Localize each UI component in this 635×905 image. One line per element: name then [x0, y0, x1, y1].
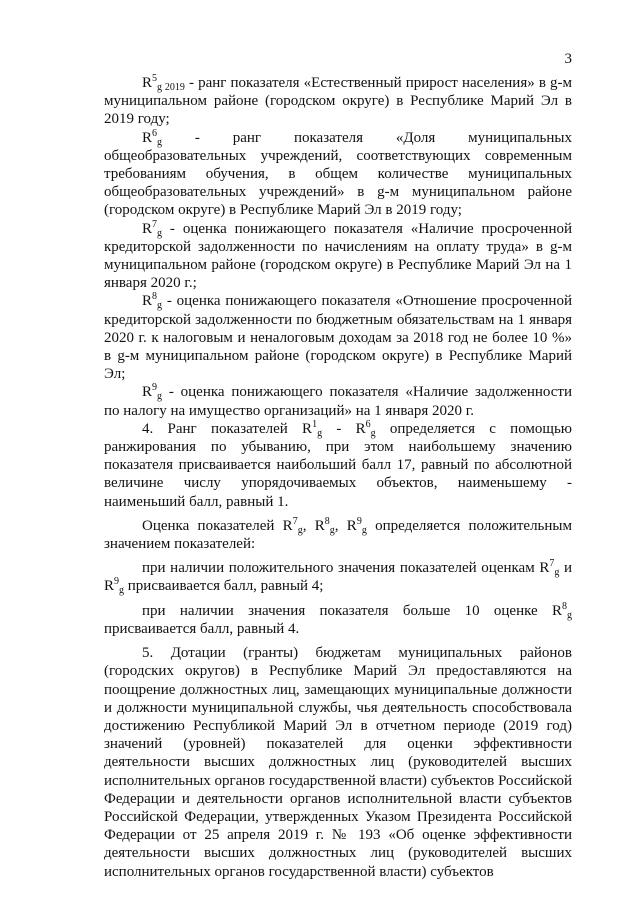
superscript: 7: [152, 218, 158, 230]
superscript: 8: [324, 515, 330, 527]
text-run: R: [142, 129, 153, 146]
paragraph: [104, 74, 572, 129]
text-run: R: [142, 384, 153, 401]
superscript: 1: [312, 418, 318, 430]
text-run: 4. Ранг показателей R: [142, 420, 313, 437]
subscript: g: [567, 609, 572, 621]
paragraph: [104, 517, 572, 553]
text-run: - R: [322, 420, 366, 437]
superscript: 7: [549, 558, 555, 570]
text-run: при наличии положительного значения показателей оценкам R: [142, 560, 550, 577]
subscript: g: [157, 227, 163, 239]
paragraph: [104, 644, 572, 881]
subscript: g: [329, 524, 335, 536]
paragraph: [104, 383, 572, 419]
subscript: g: [157, 391, 163, 403]
superscript: 6: [152, 127, 158, 139]
text-run: определяется с помощью ранжирования по убыванию, при этом наибольшему значению показателя присваивается наибольший балл 17, равный по абсолютной величине числу упорядочиваемых объектов, наименьшему - наименьший балл, равный 1.: [104, 420, 572, 510]
subscript: g: [157, 136, 163, 148]
paragraph: [104, 420, 572, 511]
text-run: 5. Дотации (гранты) бюджетам муниципальных районов (городских округов) в Республике Марий Эл предоставляются на поощрение должностных лиц, замещающих муниципальные должности и должности муниципальной службы, чья деятельность способствовала достижению Республикой Марий Эл в отчетном периоде (2019 год) значений (уровней) показателей для оценки эффективности деятельности высших должностных лиц (руководителей высших исполнительных органов государственной власти) субъектов Российской Федерации и деятельности органов исполнительной власти субъектов Российской Федерации, утвержденных Указом Президента Российской Федерации от 25 апреля 2019 г. № 193 «Об оценке эффективности деятельности высших должностных лиц (руководителей высших исполнительных органов государственной власти) субъектов: [104, 645, 572, 880]
document-body: [104, 74, 572, 881]
text-run: присваивается балл, равный 4;: [124, 578, 324, 595]
text-run: - оценка понижающего показателя «Отношение просроченной кредиторской задолженности по бюджетным обязательствам на 1 января 2020 г. к налоговым и неналоговым доходам за 2018 год не более 10 %» в g-м муниципальном районе (городском округе) в Республике Марий Эл;: [104, 293, 572, 383]
paragraph: [104, 559, 572, 595]
paragraph: [104, 129, 572, 220]
paragraph: [104, 602, 572, 638]
text-run: , R: [302, 517, 325, 534]
superscript: 8: [152, 291, 158, 303]
text-run: R: [142, 75, 153, 91]
text-run: - оценка понижающего показателя «Наличие просроченной кредиторской задолженности по начислениям на оплату труда» в g-м муниципальном районе (городском округе) в Республике Марий Эл на 1 января 2020 г.;: [104, 220, 572, 292]
text-run: присваивается балл, равный 4.: [104, 620, 300, 637]
superscript: 9: [356, 515, 362, 527]
page-number: 3: [564, 51, 572, 67]
subscript: g: [297, 524, 303, 536]
subscript: g: [370, 427, 376, 439]
subscript: g: [317, 427, 323, 439]
text-run: - оценка понижающего показателя «Наличие задолженности по налогу на имущество организаций» на 1 января 2020 г.: [104, 384, 572, 419]
text-run: Оценка показателей R: [142, 517, 293, 534]
text-run: , R: [334, 517, 357, 534]
text-run: и R: [104, 560, 572, 595]
text-run: R: [142, 220, 153, 237]
text-run: при наличии значения показателя больше 10 оценке R: [142, 602, 562, 619]
text-run: - ранг показателя «Естественный прирост населения» в g-м муниципальном районе (городском округе) в Республике Марий Эл в 2019 году;: [104, 75, 573, 128]
superscript: 7: [292, 515, 298, 527]
subscript: g: [361, 524, 367, 536]
subscript: g 2019: [157, 82, 185, 93]
superscript: 9: [152, 382, 158, 394]
superscript: 8: [562, 600, 567, 612]
superscript: 5: [152, 73, 158, 84]
paragraph: [104, 220, 572, 293]
subscript: g: [119, 585, 125, 597]
text-run: R: [142, 293, 153, 310]
text-run: - ранг показателя «Доля муниципальных общеобразовательных учреждений, соответствующих современным требованиям обучения, в общем количестве муниципальных общеобразовательных учреждений» в g-м муниципальном районе (городском округе) в Республике Марий Эл в 2019 году;: [104, 129, 572, 219]
subscript: g: [157, 300, 163, 312]
subscript: g: [554, 567, 560, 579]
superscript: 9: [114, 576, 120, 588]
text-run: определяется положительным значением показателей:: [104, 517, 572, 553]
superscript: 6: [365, 418, 371, 430]
paragraph: [104, 292, 572, 383]
